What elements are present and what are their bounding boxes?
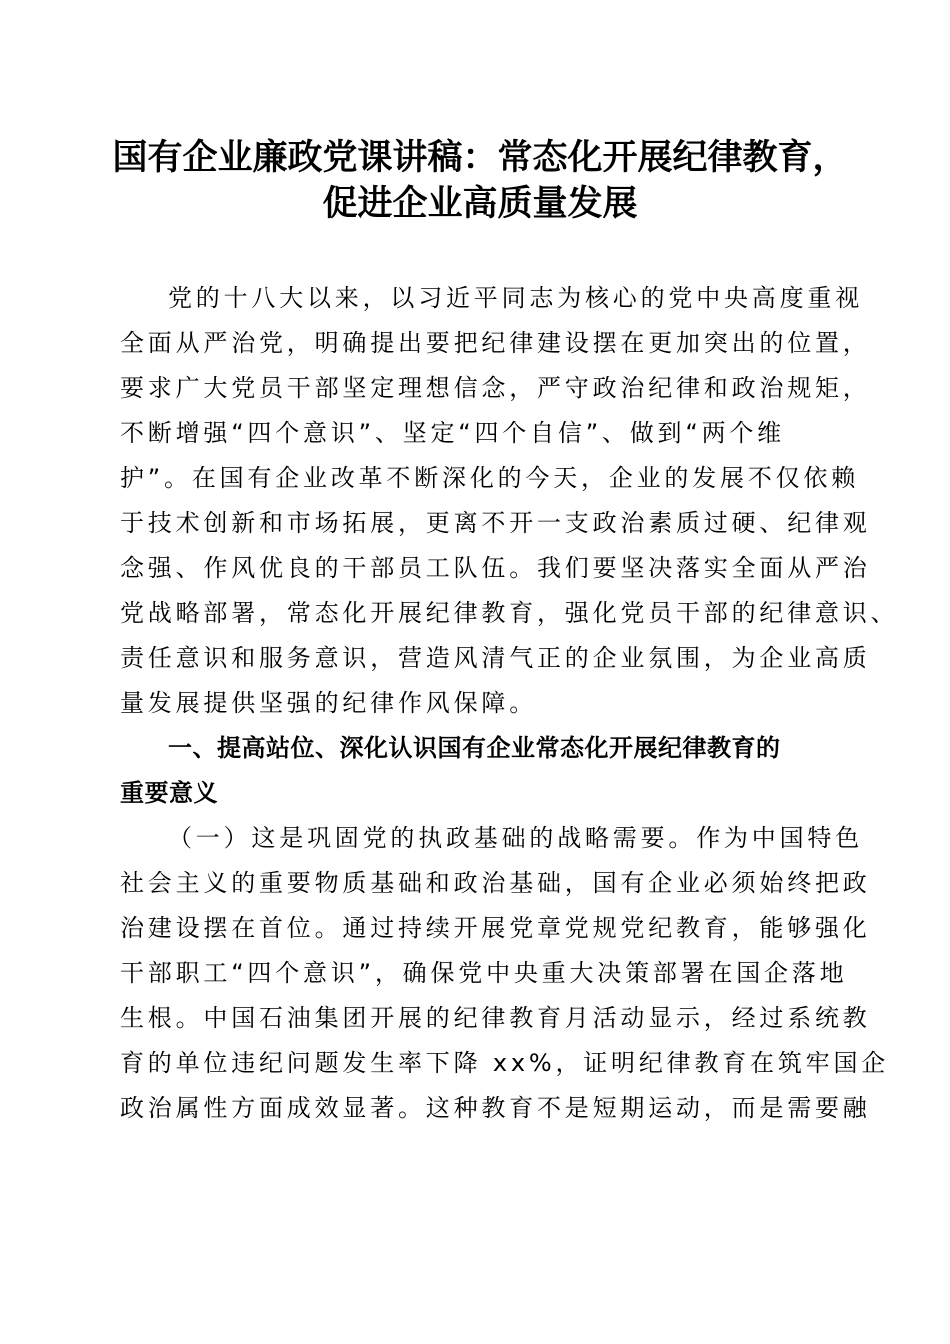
paragraph-intro-line: 要求广大党员干部坚定理想信念，严守政治纪律和政治规矩， [120, 374, 871, 402]
document-title-line-1: 国有企业廉政党课讲稿：常态化开展纪律教育， [112, 137, 848, 178]
paragraph-subsection-line: 育的单位违纪问题发生率下降 xx%，证明纪律教育在筑牢国企 [120, 1049, 890, 1077]
paragraph-intro-line: 量发展提供坚强的纪律作风保障。 [120, 689, 537, 717]
paragraph-intro-line: 念强、作风优良的干部员工队伍。我们要坚决落实全面从严治 [120, 554, 871, 582]
paragraph-subsection-line: （一）这是巩固党的执政基础的战略需要。作为中国特色 [168, 824, 863, 852]
paragraph-intro-line: 全面从严治党，明确提出要把纪律建设摆在更加突出的位置， [120, 329, 871, 357]
paragraph-subsection-line: 干部职工“四个意识”，确保党中央重大决策部署在国企落地 [120, 959, 848, 987]
paragraph-intro-line: 于技术创新和市场拓展，更离不开一支政治素质过硬、纪律观 [120, 509, 871, 537]
paragraph-subsection-line: 生根。中国石油集团开展的纪律教育月活动显示，经过系统教 [120, 1004, 871, 1032]
paragraph-intro-line: 护”。在国有企业改革不断深化的今天，企业的发展不仅依赖 [120, 464, 860, 492]
paragraph-intro-line: 不断增强“四个意识”、坚定“四个自信”、做到“两个维 [120, 419, 785, 447]
paragraph-subsection-line: 社会主义的重要物质基础和政治基础，国有企业必须始终把政 [120, 869, 871, 897]
paragraph-intro-line: 责任意识和服务意识，营造风清气正的企业氛围，为企业高质 [120, 644, 871, 672]
paragraph-intro-line: 党的十八大以来，以习近平同志为核心的党中央高度重视 [168, 284, 863, 312]
paragraph-subsection-line: 政治属性方面成效显著。这种教育不是短期运动，而是需要融 [120, 1094, 871, 1122]
section-heading-1: 重要意义 [120, 779, 218, 807]
section-heading-1: 一、提高站位、深化认识国有企业常态化开展纪律教育的 [168, 734, 781, 762]
document-title-line-2: 促进企业高质量发展 [322, 183, 638, 224]
paragraph-subsection-line: 治建设摆在首位。通过持续开展党章党规党纪教育，能够强化 [120, 914, 871, 942]
paragraph-intro-line: 党战略部署，常态化开展纪律教育，强化党员干部的纪律意识、 [120, 599, 899, 627]
